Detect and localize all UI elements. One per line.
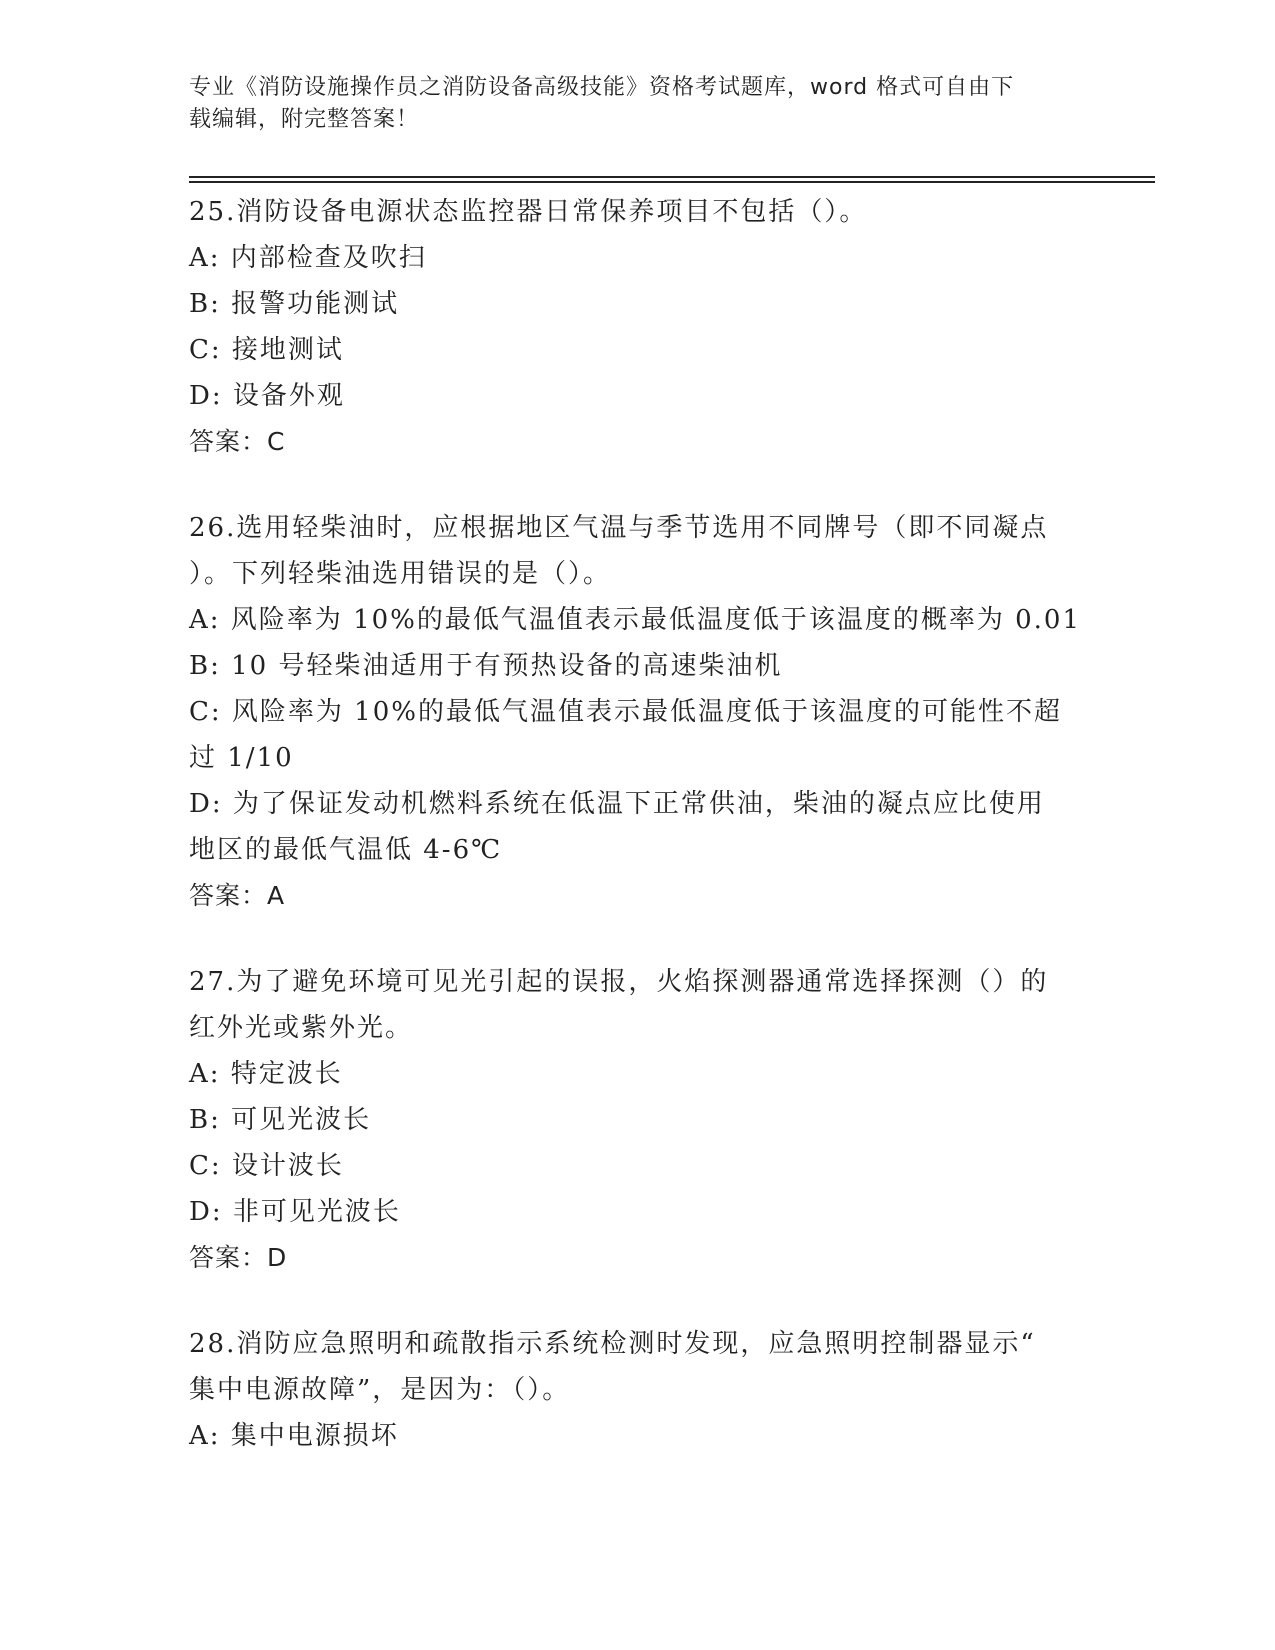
question-list: [189, 189, 1089, 1499]
header-line-2: 载编辑，附完整答案！: [189, 107, 420, 132]
question-stem: 27.为了避免环境可见光引起的误报，火焰探测器通常选择探测（）的: [189, 967, 1049, 997]
option-c: C: 接地测试: [189, 335, 344, 365]
document-header: [189, 72, 1069, 136]
question-25: [189, 189, 1089, 465]
answer-label: 答案：C: [189, 427, 286, 456]
option-b: B: 报警功能测试: [189, 289, 400, 319]
option-a: A: 集中电源损坏: [189, 1421, 399, 1451]
question-stem: 25.消防设备电源状态监控器日常保养项目不包括（）。: [189, 197, 868, 227]
header-divider-top: [189, 176, 1155, 178]
option-b: B: 10 号轻柴油适用于有预热设备的高速柴油机: [189, 651, 783, 681]
header-line-1: 专业《消防设施操作员之消防设备高级技能》资格考试题库，word 格式可自由下: [189, 75, 1015, 100]
question-stem: 26.选用轻柴油时，应根据地区气温与季节选用不同牌号（即不同凝点: [189, 513, 1049, 543]
option-c: C: 设计波长: [189, 1151, 344, 1181]
question-stem-continued: ）。下列轻柴油选用错误的是（）。: [189, 559, 612, 589]
option-a: A: 内部检查及吹扫: [189, 243, 427, 273]
question-28: [189, 1321, 1089, 1459]
question-stem-continued: 集中电源故障”，是因为：（）。: [189, 1375, 571, 1405]
option-d: D: 为了保证发动机燃料系统在低温下正常供油，柴油的凝点应比使用: [189, 789, 1045, 819]
header-divider-bottom: [189, 181, 1155, 183]
option-d-continued: 地区的最低气温低 4-6℃: [189, 835, 503, 865]
answer-label: 答案：A: [189, 881, 286, 910]
option-c-continued: 过 1/10: [189, 743, 294, 773]
question-stem: 28.消防应急照明和疏散指示系统检测时发现，应急照明控制器显示“: [189, 1329, 1036, 1359]
question-27: [189, 959, 1089, 1281]
question-26: [189, 505, 1089, 919]
option-c: C: 风险率为 10%的最低气温值表示最低温度低于该温度的可能性不超: [189, 697, 1062, 727]
question-stem-continued: 红外光或紫外光。: [189, 1013, 414, 1043]
option-d: D: 设备外观: [189, 381, 345, 411]
option-a: A: 特定波长: [189, 1059, 343, 1089]
answer-label: 答案：D: [189, 1243, 288, 1272]
option-d: D: 非可见光波长: [189, 1197, 401, 1227]
option-b: B: 可见光波长: [189, 1105, 372, 1135]
option-a: A: 风险率为 10%的最低气温值表示最低温度低于该温度的概率为 0.01: [189, 605, 1082, 635]
